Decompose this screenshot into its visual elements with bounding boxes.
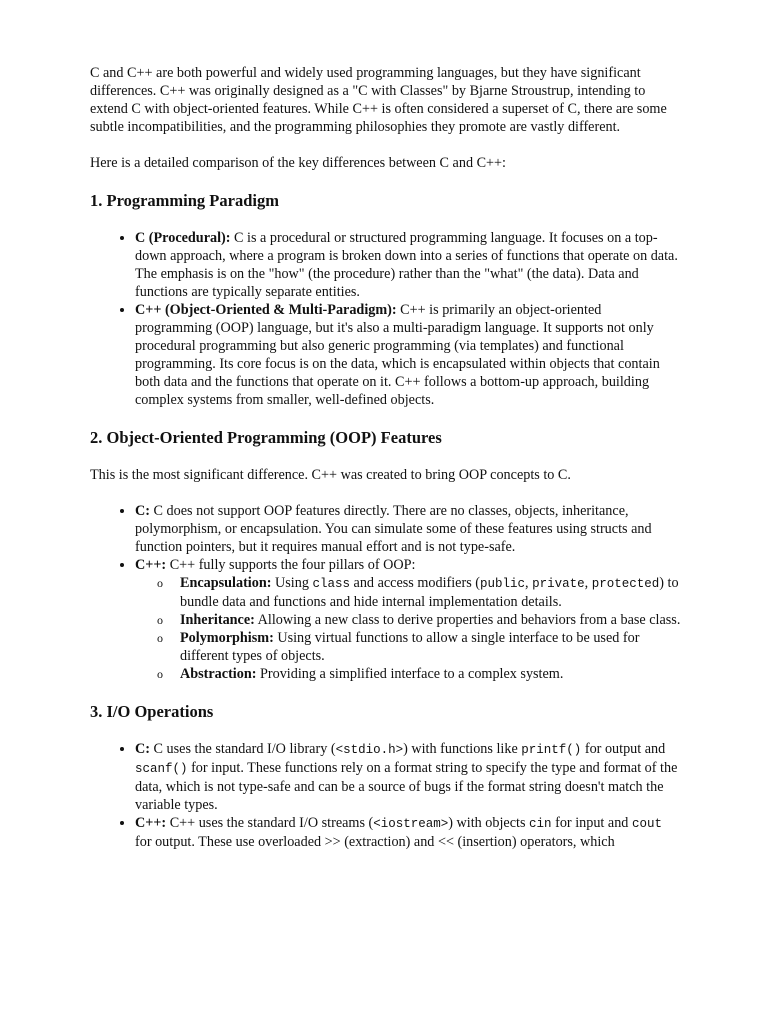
item-text: Providing a simplified interface to a complex system. [256, 666, 564, 682]
inline-code: class [312, 577, 350, 591]
list-item [135, 740, 682, 814]
io-list [90, 740, 682, 851]
intro-lead: Here is a detailed comparison of the key differences between C and C++: [90, 155, 506, 171]
list-item [135, 301, 682, 409]
sub-list-item [180, 665, 682, 683]
inline-code: private [532, 577, 585, 591]
item-label: C (Procedural): [135, 230, 231, 246]
item-text: , [584, 575, 592, 591]
item-text: for output and [581, 741, 666, 757]
intro-paragraph: C and C++ are both powerful and widely used programming languages, but they have significant differences. C++ was originally designed as a "C with Classes" by Bjarne Stroustrup, intending to extend C with object-oriented features. While C++ is often considered a superset of C, there are some subtle incompatibilities, and the programming philosophies they promote are vastly different. [90, 65, 667, 135]
section-intro: This is the most significant difference. C++ was created to bring OOP concepts to C. [90, 467, 571, 483]
inline-code: scanf() [135, 762, 188, 776]
item-text: ) to bundle data and functions and hide internal implementation details. [180, 575, 679, 610]
item-text: C++ fully supports the four pillars of OOP: [166, 557, 416, 573]
item-text: C uses the standard I/O library ( [149, 741, 336, 757]
item-text: and access modifiers ( [349, 575, 480, 591]
item-label: Encapsulation: [180, 575, 272, 591]
paradigm-list [90, 229, 682, 409]
inline-code: <stdio.h> [335, 743, 404, 757]
section-heading-io: 3. I/O Operations [90, 702, 214, 721]
item-label: C: [135, 503, 150, 519]
sub-list-item [180, 574, 682, 611]
section-heading-oop: 2. Object-Oriented Programming (OOP) Features [90, 428, 442, 447]
item-text: for input and [551, 815, 632, 831]
item-text: C is a procedural or structured programming language. It focuses on a top-down approach, where a program is broken down into a series of functions that operate on data. The emphasis is on the "how" (the procedure) rather than the "what" (the data). Data and functions are typically separate entities. [135, 230, 678, 300]
item-text: ) with functions like [403, 741, 522, 757]
inline-code: <iostream> [373, 817, 449, 831]
item-label: Abstraction: [180, 666, 257, 682]
inline-code: printf() [521, 743, 582, 757]
sub-list-item [180, 611, 682, 629]
document-page [90, 64, 682, 851]
list-item [135, 556, 682, 683]
item-text: Using [271, 575, 313, 591]
item-text: for output. These use overloaded >> (extraction) and << (insertion) operators, which [135, 834, 615, 850]
inline-code: public [480, 577, 526, 591]
item-text: ) with objects [448, 815, 530, 831]
item-label: Polymorphism: [180, 630, 274, 646]
inline-code: cout [631, 817, 662, 831]
item-label: Inheritance: [180, 612, 255, 628]
item-text: C++ is primarily an object-oriented programming (OOP) language, but it's also a multi-paradigm language. It supports not only procedural programming but also generic programming (via templates) and functional programming. Its core focus is on the data, which is encapsulated within objects that contain both data and the functions that operate on it. C++ follows a bottom-up approach, building complex systems from smaller, well-defined objects. [135, 302, 660, 408]
item-text: for input. These functions rely on a format string to specify the type and format of the data, which is not type-safe and can be a source of bugs if the format string doesn't match the variable types. [135, 760, 678, 813]
item-text: C does not support OOP features directly. There are no classes, objects, inheritance, polymorphism, or encapsulation. You can simulate some of these features using structs and function pointers, but it requires manual effort and is not type-safe. [135, 503, 652, 555]
item-label: C++: [135, 815, 167, 831]
inline-code: cin [529, 817, 552, 831]
inline-code: protected [591, 577, 660, 591]
item-label: C: [135, 741, 150, 757]
item-label: C++ (Object-Oriented & Multi-Paradigm): [135, 302, 397, 318]
sub-list-item [180, 629, 682, 665]
item-text: Allowing a new class to derive properties and behaviors from a base class. [254, 612, 681, 628]
list-item [135, 229, 682, 301]
item-text: C++ uses the standard I/O streams ( [166, 815, 374, 831]
item-label: C++: [135, 557, 167, 573]
list-item [135, 814, 682, 851]
item-text: Using virtual functions to allow a single interface to be used for different types of objects. [180, 630, 640, 664]
item-text: , [525, 575, 533, 591]
oop-list [90, 502, 682, 683]
section-heading-paradigm: 1. Programming Paradigm [90, 191, 279, 210]
list-item [135, 502, 682, 556]
oop-pillars-list [135, 574, 682, 683]
